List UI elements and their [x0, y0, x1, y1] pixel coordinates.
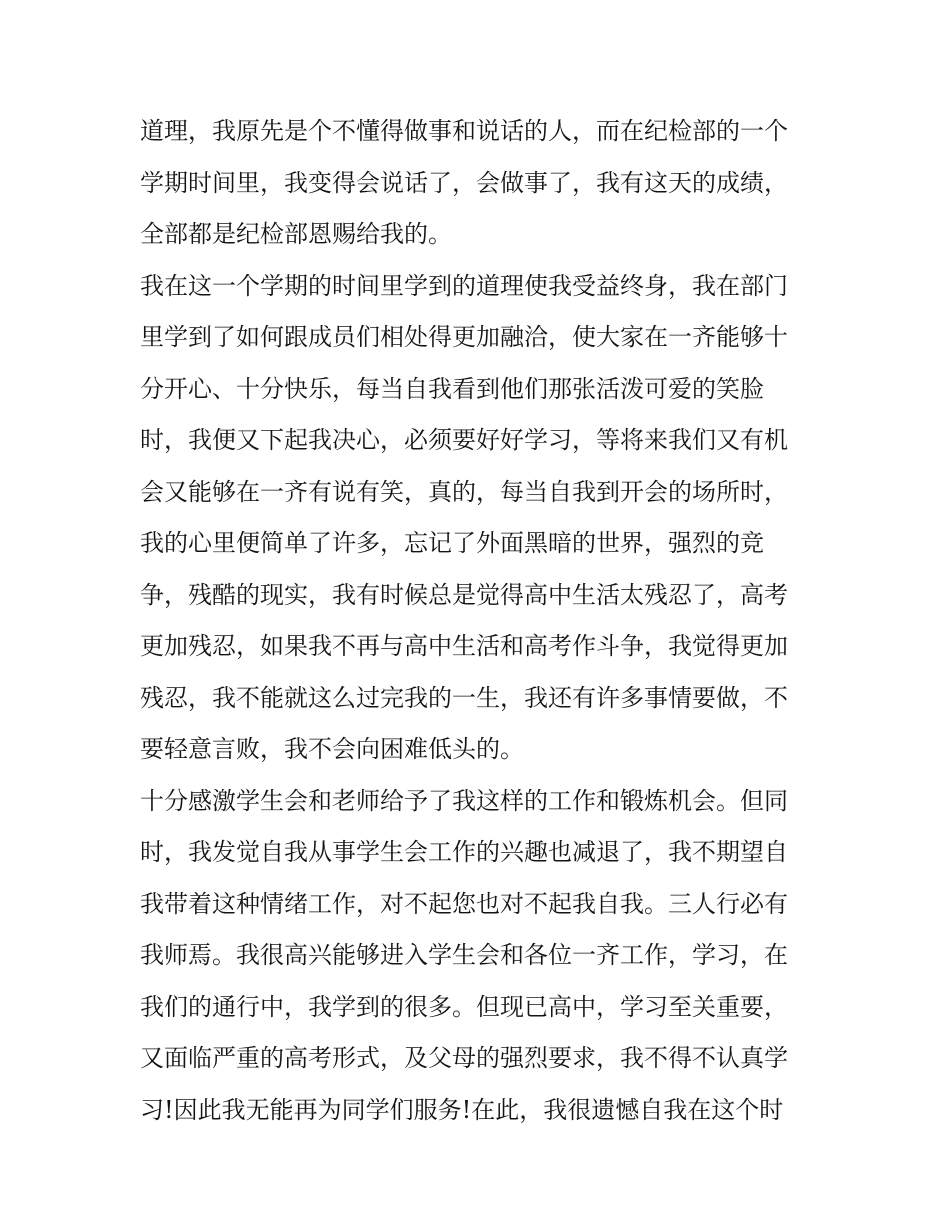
- text-line: 要轻意言败，我不会向困难低头的。: [140, 735, 524, 763]
- text-line: 又面临严重的高考形式，及父母的强烈要求，我不得不认真学: [140, 1044, 788, 1072]
- text-line: 分开心、十分快乐，每当自我看到他们那张活泼可爱的笑脸: [140, 374, 764, 403]
- text-line: 我师焉。我很高兴能够进入学生会和各位一齐工作，学习，在: [140, 941, 788, 969]
- text-line: 习!因此我无能再为同学们服务!在此，我很遗憾自我在这个时: [140, 1095, 784, 1124]
- text-line: 时，我发觉自我从事学生会工作的兴趣也减退了，我不期望自: [140, 838, 788, 866]
- text-line: 我带着这种情绪工作，对不起您也对不起我自我。三人行必有: [140, 889, 788, 918]
- text-line: 残忍，我不能就这么过完我的一生，我还有许多事情要做，不: [140, 683, 788, 712]
- text-line: 全部都是纪检部恩赐给我的。: [140, 220, 452, 248]
- text-line: 会又能够在一齐有说有笑，真的，每当自我到开会的场所时，: [140, 477, 788, 506]
- text-line: 我在这一个学期的时间里学到的道理使我受益终身，我在部门: [140, 271, 788, 300]
- body-text: [140, 106, 820, 1136]
- text-line: 争，残酷的现实，我有时候总是觉得高中生活太残忍了，高考: [140, 580, 788, 609]
- text-line: 我们的通行中，我学到的很多。但现已高中，学习至关重要，: [140, 992, 788, 1021]
- text-line: 时，我便又下起我决心，必须要好好学习，等将来我们又有机: [140, 426, 788, 454]
- text-line: 道理，我原先是个不懂得做事和说话的人，而在纪检部的一个: [140, 117, 788, 145]
- text-line: 里学到了如何跟成员们相处得更加融洽，使大家在一齐能够十: [140, 323, 788, 351]
- text-line: 更加残忍，如果我不再与高中生活和高考作斗争，我觉得更加: [140, 632, 788, 660]
- text-line: 十分感激学生会和老师给予了我这样的工作和锻炼机会。但同: [140, 786, 788, 815]
- text-line: 学期时间里，我变得会说话了，会做事了，我有这天的成绩，: [140, 168, 788, 197]
- text-line: 我的心里便简单了许多，忘记了外面黑暗的世界，强烈的竞: [140, 529, 764, 557]
